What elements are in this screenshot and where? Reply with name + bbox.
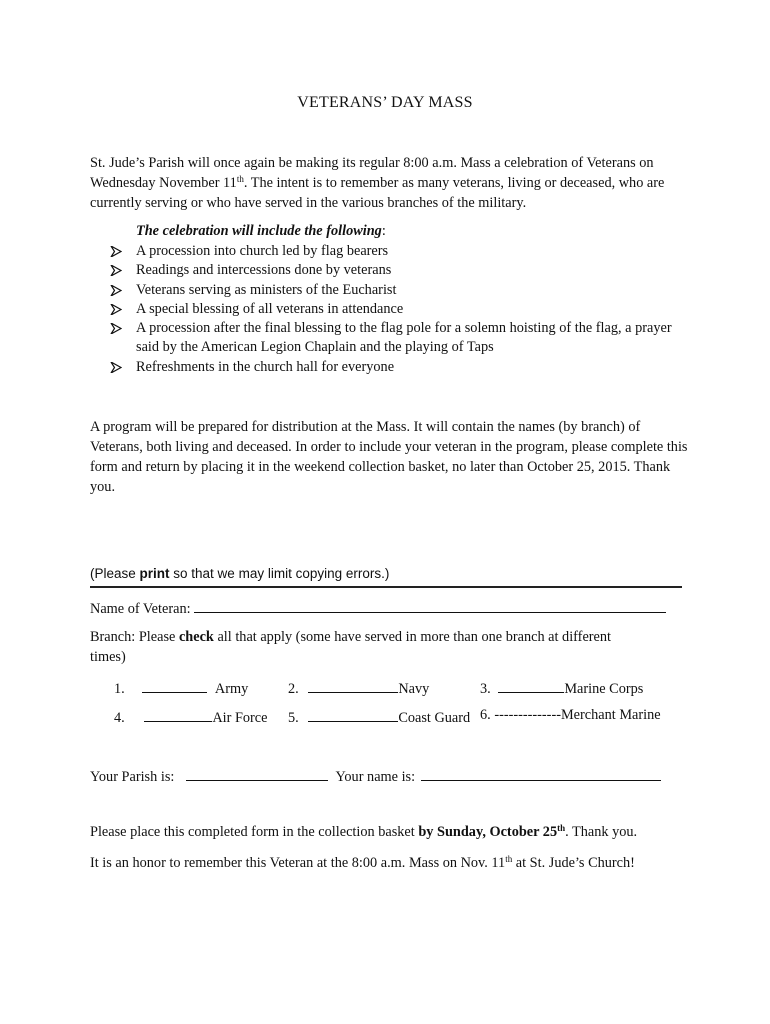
list-item-text: A procession into church led by flag bearers — [136, 243, 389, 259]
intro-text-continued: . The intent is to remember as many veterans, living or deceased, who are currently serving or who have served in the various branches of the military. — [90, 175, 665, 211]
page-title: VETERANS’ DAY MASS — [297, 94, 473, 111]
print-note — [90, 566, 389, 581]
honor-superscript: th — [505, 854, 513, 864]
arrow-bullet-icon — [110, 323, 122, 334]
honor-text-continued: at St. Jude’s Church! — [512, 855, 635, 871]
branch-option-coast-guard — [288, 707, 470, 727]
veteran-name-label: Name of Veteran: — [90, 601, 191, 617]
list-item — [110, 300, 690, 319]
deadline-bold: by Sunday, October 25 — [418, 824, 558, 840]
print-note-bold: print — [139, 566, 170, 581]
marine-corps-check-field[interactable] — [498, 678, 564, 693]
branch-option-marine-corps — [480, 678, 643, 698]
closing-text-continued: . Thank you. — [565, 824, 638, 840]
closing-instructions — [90, 824, 637, 841]
your-name-field[interactable] — [421, 766, 661, 781]
list-item — [110, 319, 690, 358]
branch-label: Navy — [398, 681, 430, 697]
your-name-label: Your name is: — [335, 769, 416, 785]
air-force-check-field[interactable] — [144, 707, 212, 722]
branch-number: 2. — [288, 681, 299, 697]
arrow-bullet-icon — [110, 265, 122, 276]
branch-label: Marine Corps — [564, 681, 644, 697]
coast-guard-check-field[interactable] — [308, 707, 398, 722]
deadline-superscript: th — [557, 823, 566, 833]
intro-paragraph — [90, 153, 690, 213]
print-note-suffix: so that we may limit copying errors.) — [169, 566, 390, 581]
honor-statement — [90, 855, 635, 872]
intro-text: St. Jude’s Parish will once again be making its regular 8:00 a.m. Mass a celebration of Veterans on Wednesday November 11 — [90, 155, 654, 191]
celebration-heading-colon: : — [381, 223, 386, 239]
branch-label: Air Force — [212, 710, 268, 726]
veteran-name-field[interactable] — [194, 598, 666, 613]
program-paragraph: A program will be prepared for distribution at the Mass. It will contain the names (by branch) of Veterans, both living and deceased. In order to include your veteran in the program, please complete this form and return by placing it in the weekend collection basket, no later than October 25, 2015. Thank you. — [90, 419, 688, 495]
parish-row — [90, 766, 661, 786]
arrow-bullet-icon — [110, 246, 122, 257]
branch-option-merchant-marine — [480, 707, 661, 724]
honor-text: It is an honor to remember this Veteran at the 8:00 a.m. Mass on Nov. 11 — [90, 855, 506, 871]
branch-option-air-force — [114, 707, 268, 727]
list-item — [110, 358, 690, 377]
intro-superscript: th — [236, 174, 244, 184]
merchant-marine-check-field[interactable]: -------------- — [494, 707, 561, 723]
celebration-list — [110, 242, 690, 377]
section-divider — [90, 586, 682, 588]
branch-intro-text-continued: all that apply (some have served in more than one branch at different times) — [90, 629, 612, 665]
branch-number: 5. — [288, 710, 299, 726]
branch-label: Coast Guard — [398, 710, 471, 726]
branch-number: 3. — [480, 681, 491, 697]
army-check-field[interactable] — [142, 678, 207, 693]
branch-intro-text: Branch: Please — [90, 629, 179, 645]
closing-text: Please place this completed form in the collection basket — [90, 824, 419, 840]
arrow-bullet-icon — [110, 304, 122, 315]
branch-intro-bold: check — [178, 629, 214, 645]
veteran-name-row — [90, 598, 666, 618]
branch-number: 1. — [114, 681, 125, 697]
list-item — [110, 242, 690, 261]
branch-number: 4. — [114, 710, 125, 726]
parish-label: Your Parish is: — [90, 769, 175, 785]
list-item-text: Refreshments in the church hall for everyone — [136, 358, 395, 375]
celebration-heading-text: The celebration will include the following — [136, 223, 382, 239]
arrow-bullet-icon — [110, 362, 122, 373]
list-item — [110, 261, 690, 280]
celebration-heading — [136, 223, 386, 240]
branch-number: 6. — [480, 707, 491, 723]
list-item-text: Veterans serving as ministers of the Eucharist — [136, 281, 397, 298]
list-item — [110, 281, 690, 300]
branch-instructions — [90, 628, 650, 667]
parish-field[interactable] — [186, 766, 328, 781]
print-note-prefix: (Please — [90, 566, 140, 581]
branch-option-navy — [288, 678, 429, 698]
navy-check-field[interactable] — [308, 678, 398, 693]
arrow-bullet-icon — [110, 285, 122, 296]
branch-label: Merchant Marine — [560, 707, 661, 723]
list-item-text: A special blessing of all veterans in attendance — [136, 300, 404, 317]
list-item-text: A procession after the final blessing to the flag pole for a solemn hoisting of the flag, a prayer said by the American Legion Chaplain and the playing of Taps — [136, 320, 672, 356]
list-item-text: Readings and intercessions done by veterans — [136, 262, 392, 279]
branch-option-army — [114, 678, 248, 698]
branch-label: Army — [214, 681, 249, 697]
